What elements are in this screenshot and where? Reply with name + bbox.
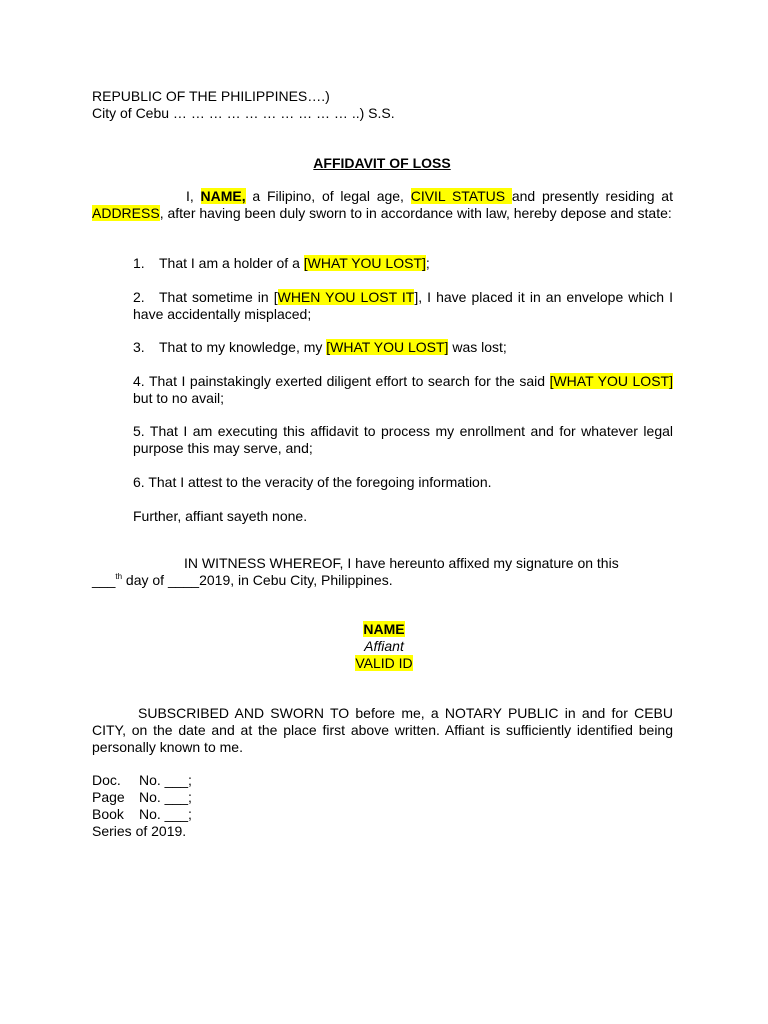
- item-2-highlight: WHEN YOU LOST IT: [277, 289, 415, 305]
- witness-paragraph: [92, 555, 673, 589]
- item-5-number: 5.: [133, 423, 145, 439]
- witness-text-2: day of ____2019, in Cebu City, Philippines.: [122, 572, 393, 588]
- list-item-3: [133, 339, 673, 356]
- item-4-suffix: but to no avail;: [133, 390, 225, 406]
- item-1-suffix: ;: [425, 255, 430, 271]
- witness-ordinal-suffix: th: [115, 572, 123, 581]
- item-4-text: That I painstakingly exerted diligent effort to search for the said: [148, 373, 550, 389]
- notarial-page-value: No. ___;: [139, 789, 192, 805]
- notarial-row-book: [92, 806, 392, 823]
- affiant-name-field: NAME,: [200, 188, 246, 204]
- item-3-highlight: [WHAT YOU LOST]: [326, 339, 449, 355]
- signature-valid-id: VALID ID: [355, 655, 413, 671]
- item-4-number: 4.: [133, 373, 145, 389]
- venue-block: [92, 88, 492, 122]
- intro-text-3: and presently residing at: [511, 188, 673, 204]
- item-6-text: That I attest to the veracity of the foregoing information.: [148, 474, 492, 490]
- list-item-4: [133, 373, 673, 407]
- intro-text-2: a Filipino, of legal age,: [245, 188, 411, 204]
- notarial-register: [92, 772, 392, 840]
- item-4-highlight: [WHAT YOU LOST]: [549, 373, 673, 389]
- notarial-book-label: Book: [92, 806, 124, 822]
- item-3-text: That to my knowledge, my: [159, 339, 327, 355]
- intro-text-4: , after having been duly sworn to in accordance with law, hereby depose and state:: [159, 205, 672, 221]
- item-2-text: That sometime in [: [159, 289, 278, 305]
- notarial-row-doc: [92, 772, 392, 789]
- address-field: ADDRESS: [92, 205, 160, 221]
- notarial-doc-value: No. ___;: [139, 772, 192, 788]
- notarial-series: Series of 2019.: [92, 823, 187, 839]
- list-item-2: [133, 289, 673, 323]
- signature-block: [284, 621, 484, 672]
- document-title: AFFIDAVIT OF LOSS: [313, 155, 451, 171]
- intro-text-1: I,: [186, 188, 201, 204]
- item-1-number: 1.: [133, 255, 145, 271]
- item-2-number: 2.: [133, 289, 145, 305]
- item-3-number: 3.: [133, 339, 145, 355]
- notarial-row-page: [92, 789, 392, 806]
- signature-name: NAME: [363, 621, 405, 637]
- venue-line-city: City of Cebu … … … … … … … … … … ..) S.S.: [92, 105, 395, 121]
- item-3-suffix: was lost;: [448, 339, 507, 355]
- venue-line-republic: REPUBLIC OF THE PHILIPPINES….): [92, 88, 330, 104]
- signature-role: Affiant: [364, 638, 404, 654]
- list-item-1: [133, 255, 673, 272]
- notarial-page-label: Page: [92, 789, 125, 805]
- further-statement: Further, affiant sayeth none.: [133, 508, 308, 524]
- item-6-number: 6.: [133, 474, 145, 490]
- intro-paragraph: [92, 188, 673, 222]
- jurat-paragraph: SUBSCRIBED AND SWORN TO before me, a NOTARY PUBLIC in and for CEBU CITY, on the date and at the place first above written. Affiant is sufficiently identified being personally known to me.: [92, 705, 673, 755]
- civil-status-field: CIVIL STATUS: [410, 188, 512, 204]
- item-2-suffix: ], I have placed it in an envelope which I have accidentally misplaced;: [133, 289, 673, 322]
- notarial-book-value: No. ___;: [139, 806, 192, 822]
- witness-day-blank: ___: [92, 572, 116, 588]
- item-1-highlight: [WHAT YOU LOST]: [303, 255, 426, 271]
- notarial-doc-label: Doc.: [92, 772, 121, 788]
- list-item-5: [133, 423, 673, 457]
- list-item-6: [133, 474, 673, 491]
- item-5-text: That I am executing this affidavit to process my enrollment and for whatever legal purpose this may serve, and;: [133, 423, 674, 456]
- witness-text-1: IN WITNESS WHEREOF, I have hereunto affixed my signature on this: [184, 555, 619, 571]
- item-1-text: That I am a holder of a: [159, 255, 304, 271]
